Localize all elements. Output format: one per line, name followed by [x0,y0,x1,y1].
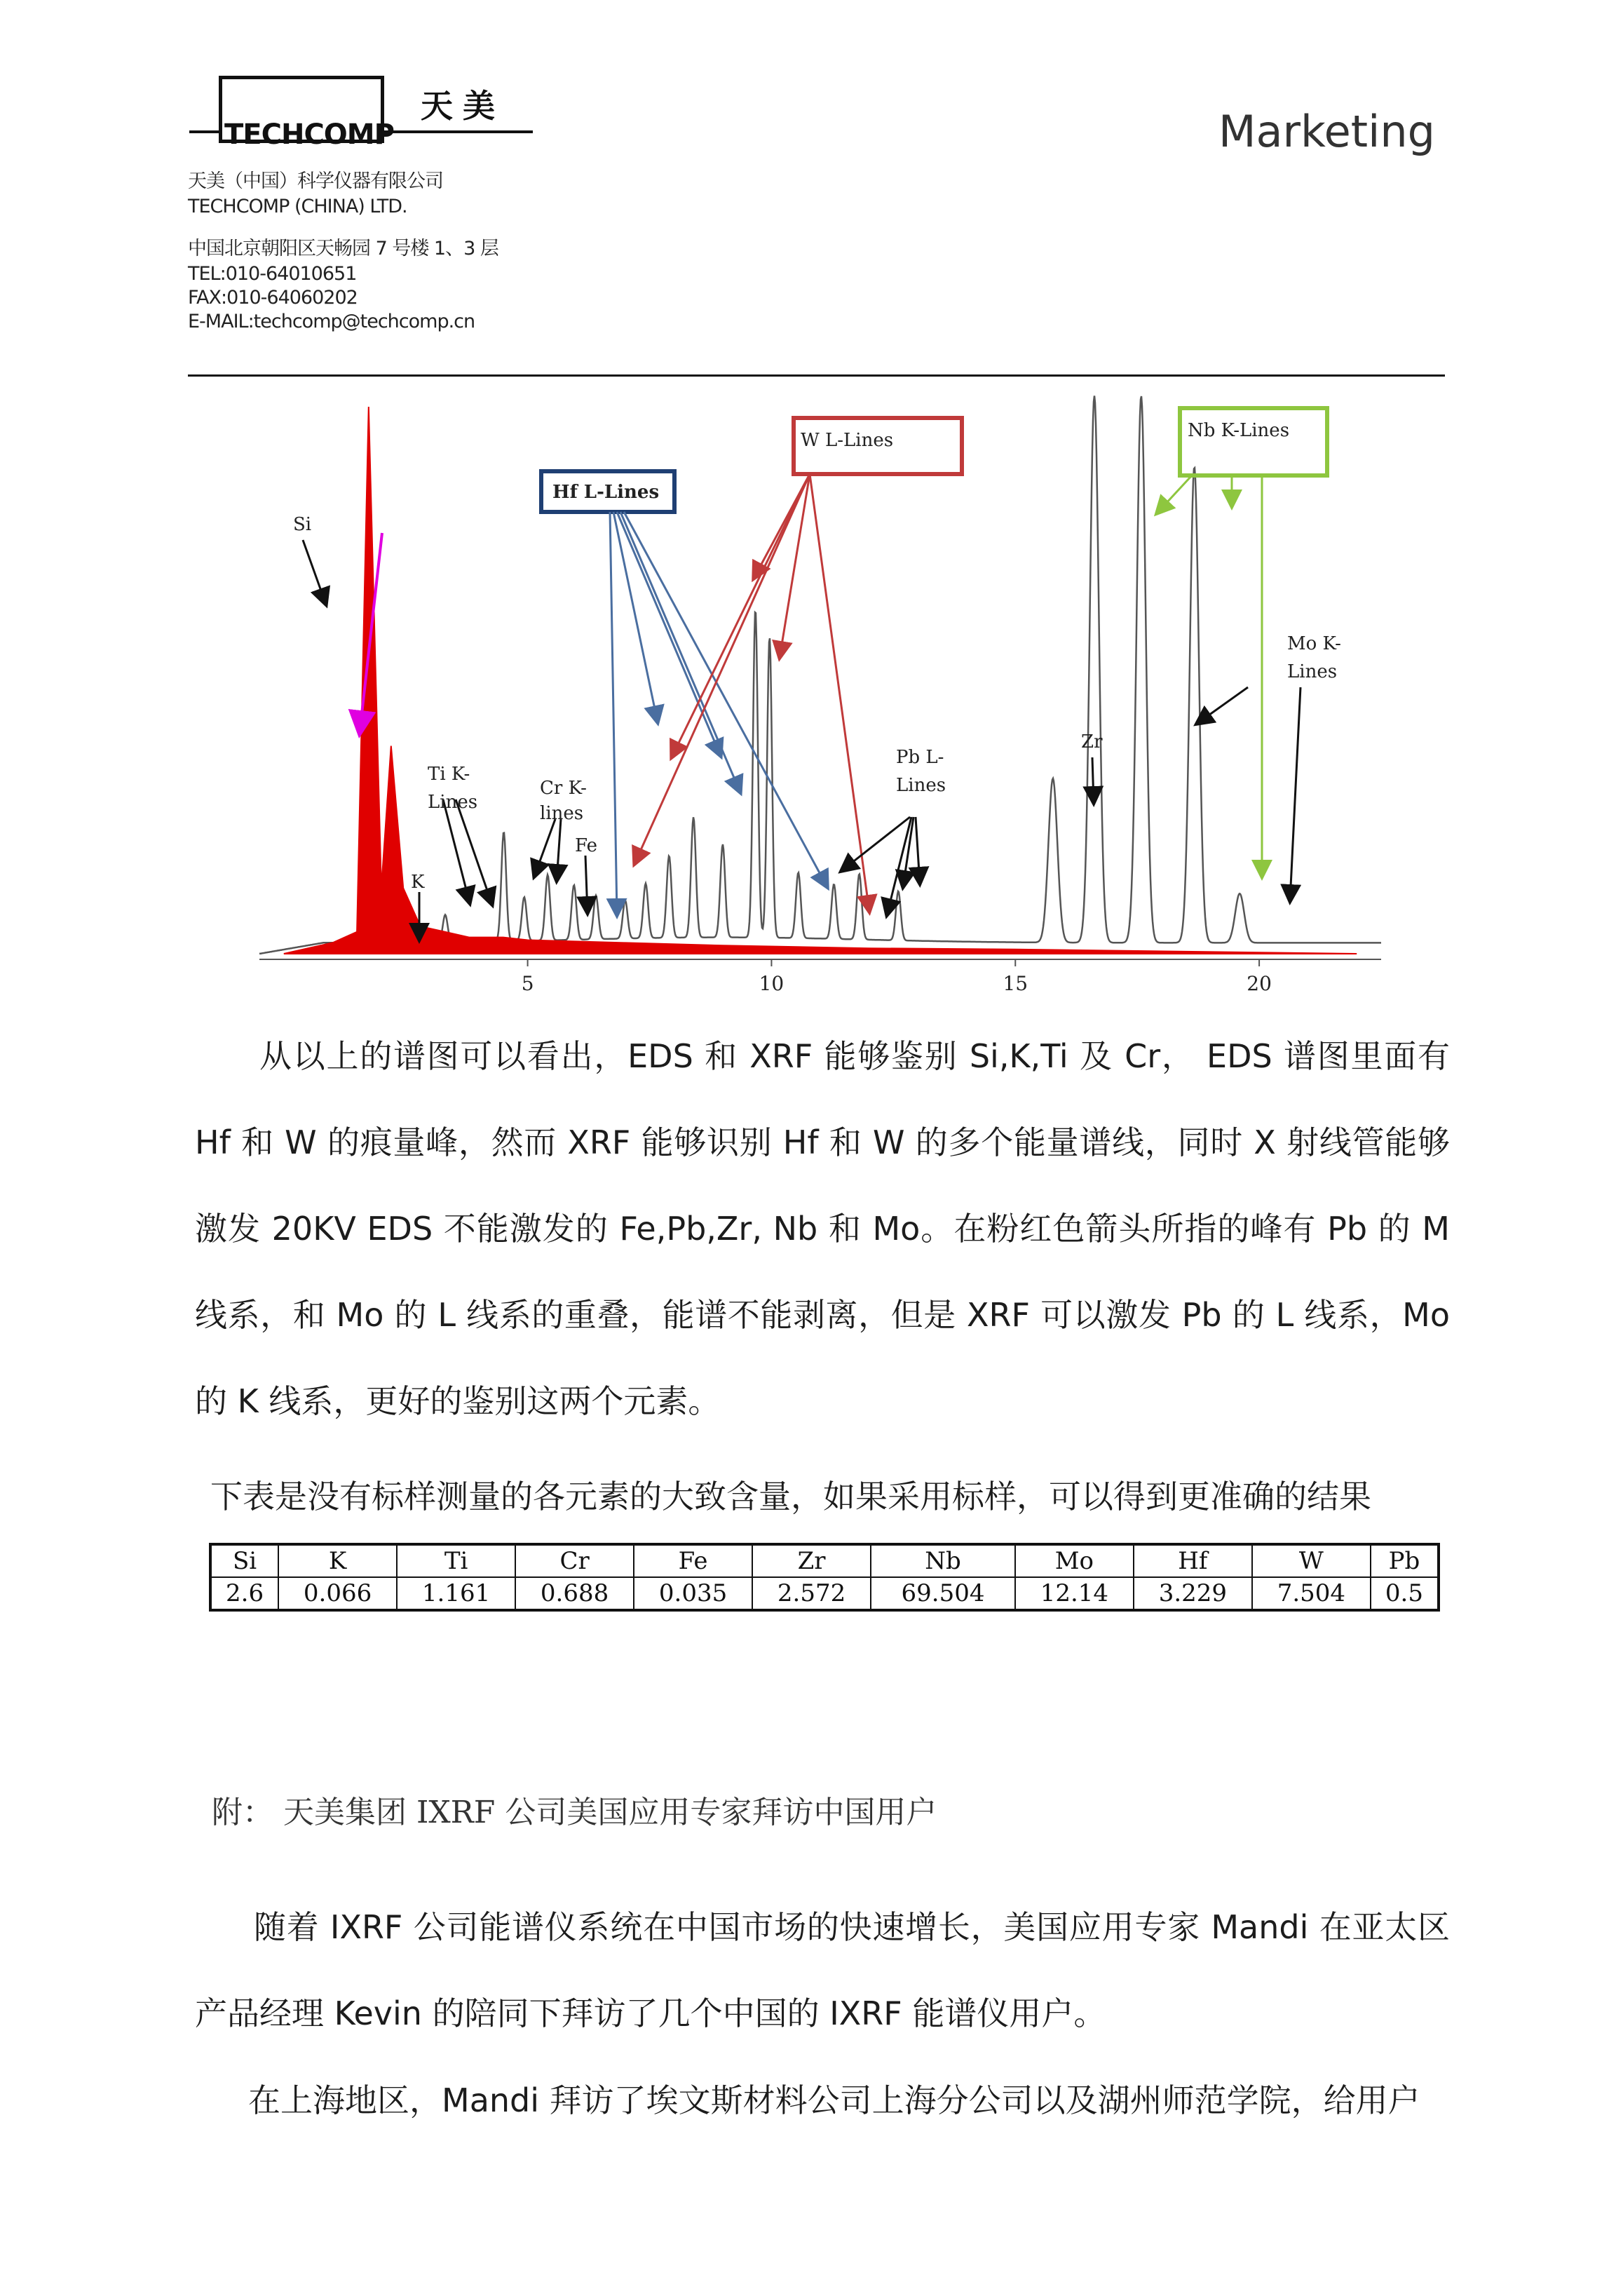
x-tick-label: 10 [759,972,785,995]
company-name-cn: 天美（中国）科学仪器有限公司 [188,170,443,192]
table-header-cell: Mo [1015,1544,1134,1577]
x-axis-ticks [522,959,1272,995]
company-fax: FAX:010-64060202 [188,287,358,309]
table-header-row [210,1544,1439,1577]
label-ti-1: Ti K- [428,764,470,785]
spectrum-chart [252,393,1388,996]
table-value-cell: 0.066 [278,1577,397,1610]
table-value-cell: 2.572 [752,1577,871,1610]
header-rule [188,374,1445,377]
table-header-cell: Fe [634,1544,752,1577]
table-header-cell: Nb [871,1544,1015,1577]
table-header-cell: Ti [397,1544,515,1577]
x-tick-label: 20 [1247,972,1272,995]
label-mo-1: Mo K- [1287,633,1341,654]
company-email: E-MAIL:techcomp@techcomp.cn [188,311,475,332]
table-value-cell: 2.6 [210,1577,278,1610]
label-w: W L-Lines [801,430,894,451]
table-header-cell: K [278,1544,397,1577]
label-nb: Nb K-Lines [1188,420,1290,441]
table-header-cell: Zr [752,1544,871,1577]
xrf-spectrum-line [259,396,1381,954]
table-header-cell: Si [210,1544,278,1577]
table-header-cell: Cr [515,1544,634,1577]
x-tick-label: 5 [521,972,534,995]
table-caption: 下表是没有标样测量的各元素的大致含量，如果采用标样，可以得到更准确的结果 [210,1478,1371,1515]
label-si: Si [293,514,312,535]
table-value-cell: 69.504 [871,1577,1015,1610]
nb-lines-box [1180,408,1327,475]
label-pb-2: Lines [896,775,946,796]
label-zr: Zr [1081,731,1103,752]
table-header-cell: Pb [1371,1544,1439,1577]
table-value-cell: 0.035 [634,1577,752,1610]
company-name-en: TECHCOMP (CHINA) LTD. [188,196,407,217]
logo-chinese-name: 天美 [421,87,505,125]
label-pb-1: Pb L- [896,747,944,768]
label-cr-1: Cr K- [540,778,587,799]
paragraph-shanghai-visit: 在上海地区，Mandi 拜访了埃文斯材料公司上海分公司以及湖州师范学院，给用户 [248,2081,1420,2119]
element-content-table [209,1543,1440,1612]
label-k: K [411,872,425,893]
paragraph-spectrum-analysis: 从以上的谱图可以看出，EDS 和 XRF 能够鉴别 Si,K,Ti 及 Cr， EDS 谱图里面有 Hf 和 W 的痕量峰，然而 XRF 能够识别 Hf 和 W 的多个能量谱线，同时 X 射线管能够激发 20KV EDS 不能激发的 Fe,Pb,Zr, Nb 和 Mo。在粉红色箭头所指的峰有 Pb 的 M 线系，和 Mo 的 L 线系的重叠，能谱不能剥离，但是 XRF 可以激发 Pb 的 L 线系，Mo 的 K 线系，更好的鉴别这两个元素。 [195,1037,1450,1420]
xrf-series-path [259,396,1381,954]
company-tel: TEL:010-64010651 [188,263,357,285]
label-mo-2: Lines [1287,661,1338,682]
company-address: 中国北京朝阳区天畅园 7 号楼 1、3 层 [188,238,498,259]
table-value-cell: 7.504 [1252,1577,1371,1610]
paragraph-visit-intro: 随着 IXRF 公司能谱仪系统在中国市场的快速增长，美国应用专家 Mandi 在亚太区产品经理 Kevin 的陪同下拜访了几个中国的 IXRF 能谱仪用户。 [195,1908,1450,2032]
table-value-cell: 12.14 [1015,1577,1134,1610]
table-value-cell: 0.688 [515,1577,634,1610]
label-fe: Fe [575,835,598,856]
section-title: Marketing [1218,106,1435,157]
table-value-cell: 3.229 [1134,1577,1252,1610]
label-cr-2: lines [540,803,584,824]
x-tick-label: 15 [1003,972,1028,995]
table-value-cell: 0.5 [1371,1577,1439,1610]
label-ti-2: Lines [428,792,478,813]
table-header-cell: W [1252,1544,1371,1577]
label-hf: Hf L-Lines [552,482,660,503]
logo-text: TECHCOMP [224,119,394,151]
table-header-cell: Hf [1134,1544,1252,1577]
table-value-cell: 1.161 [397,1577,515,1610]
appendix-title: 附： 天美集团 IXRF 公司美国应用专家拜访中国用户 [212,1795,937,1830]
table-value-row [210,1577,1439,1610]
